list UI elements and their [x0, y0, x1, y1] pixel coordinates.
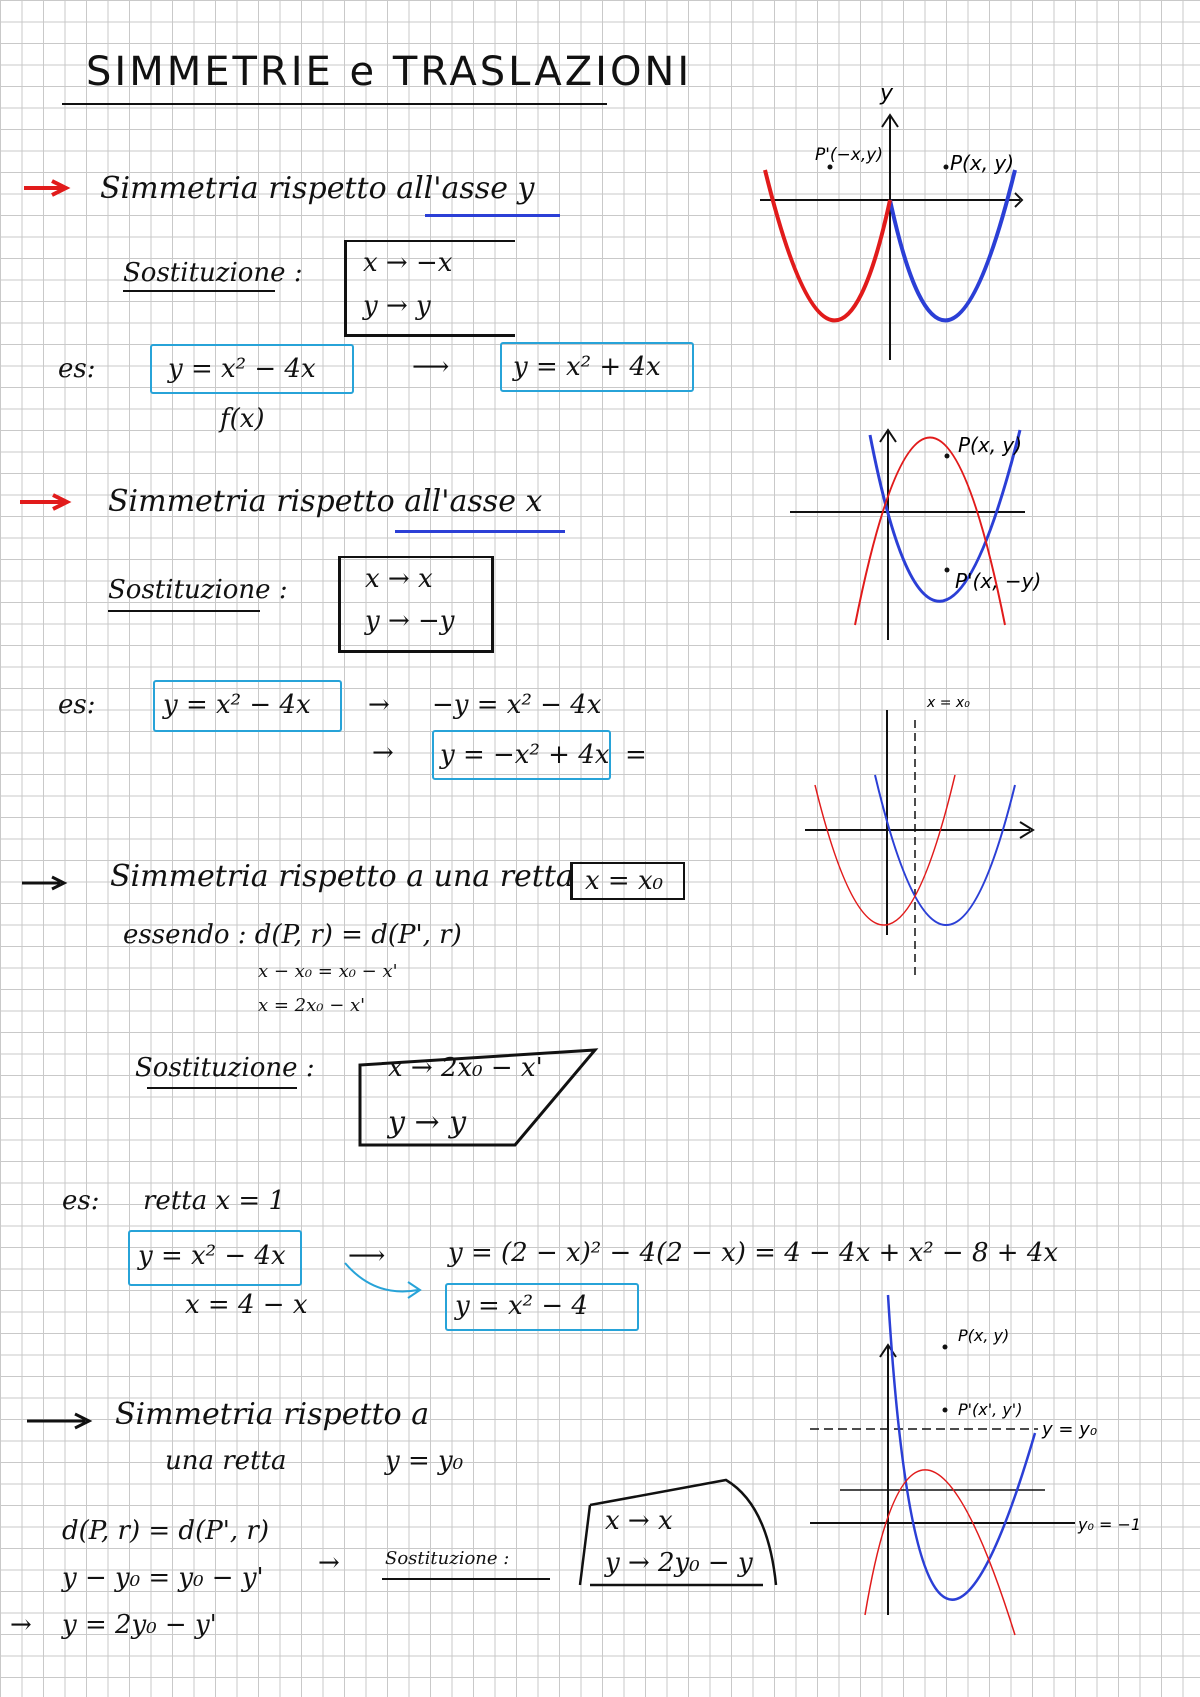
- section3-curved-arrow-icon: [340, 1258, 430, 1303]
- graph2-point-p1: P'(x, −y): [955, 569, 1042, 593]
- graph4-label-line: y₀ = −1: [1078, 1515, 1142, 1534]
- section3-eq1: y = x² − 4x: [138, 1241, 286, 1271]
- graph4-point-p: P(x, y): [958, 1326, 1010, 1345]
- section2-heading: Simmetria rispetto all'asse x: [108, 484, 543, 519]
- section3-sostituzione-underline: [147, 1087, 297, 1089]
- section2-rule1: x → x: [365, 564, 433, 594]
- graph3-image-curve: [815, 775, 955, 925]
- section1-es-label: es:: [58, 354, 96, 384]
- graph1-point-p1: P'(−x,y): [815, 145, 883, 165]
- section3-expansion: y = (2 − x)² − 4(2 − x) = 4 − 4x + x² − 8 + 4x: [448, 1238, 1059, 1268]
- graph1-image-curve: [765, 170, 890, 320]
- section2-eq3: y = −x² + 4x: [440, 740, 610, 770]
- graph4-label-y0: y = y₀: [1042, 1419, 1098, 1440]
- section3-rule2: y → y: [388, 1105, 467, 1140]
- graph1-axis-y-label: y: [880, 81, 894, 106]
- section4-step1: y − y₀ = y₀ − y': [62, 1563, 264, 1593]
- section3-es-label: es:: [62, 1186, 100, 1216]
- graph1-point-p: P(x, y): [950, 151, 1015, 175]
- section2-sostituzione-label: Sostituzione :: [108, 575, 288, 605]
- section1-heading-underline: [425, 214, 560, 217]
- section4-retta: y = y₀: [385, 1446, 464, 1476]
- section3-result: y = x² − 4: [455, 1291, 588, 1321]
- section3-sostituzione-label: Sostituzione :: [135, 1053, 315, 1083]
- graph1-original-curve: [890, 170, 1015, 320]
- section3-retta: x = x₀: [585, 866, 664, 896]
- graph2-point-p: P(x, y): [958, 433, 1023, 457]
- graph3-label-x0: x = x₀: [927, 695, 970, 711]
- section4-rule2: y → 2y₀ − y: [605, 1548, 753, 1578]
- section3-arrow: ⟶: [348, 1241, 386, 1271]
- section4-sostituzione-label: Sostituzione :: [385, 1548, 510, 1569]
- section4-heading-b: una retta: [165, 1446, 287, 1476]
- section1-rule1: x → −x: [363, 248, 453, 278]
- section1-rule2: y → y: [363, 291, 431, 321]
- graph-symmetry-horizontal-line: [810, 1285, 1155, 1625]
- section4-arrow: →: [318, 1548, 340, 1578]
- section3-sub: x = 4 − x: [185, 1290, 308, 1320]
- graph4-point-p1: P'(x', y'): [958, 1400, 1023, 1419]
- title-underline: [62, 103, 607, 105]
- section2-heading-underline: [395, 530, 565, 533]
- section3-step1: x − x₀ = x₀ − x': [258, 961, 398, 982]
- section4-rule1: x → x: [605, 1506, 673, 1536]
- section4-step-arrow: →: [10, 1610, 32, 1640]
- section2-arrow2: →: [372, 738, 394, 768]
- section3-es-retta: retta x = 1: [143, 1186, 285, 1216]
- section4-heading-a: Simmetria rispetto a: [115, 1397, 430, 1432]
- section2-rule2: y → −y: [365, 606, 455, 636]
- page-title: SIMMETRIE e TRASLAZIONI: [86, 49, 693, 95]
- section2-eq1: y = x² − 4x: [163, 690, 311, 720]
- section2-eq-sign: =: [625, 740, 647, 770]
- graph-symmetry-y-axis: [760, 75, 1050, 365]
- section2-sostituzione-underline: [108, 610, 260, 612]
- section1-eq1: y = x² − 4x: [168, 354, 316, 384]
- section1-fx: f(x): [220, 404, 265, 434]
- graph3-original-curve: [875, 775, 1015, 925]
- arrow-icon: [20, 875, 70, 891]
- red-arrow-icon: [22, 178, 72, 198]
- section4-d-line: d(P, r) = d(P', r): [62, 1516, 269, 1546]
- section3-heading: Simmetria rispetto a una retta: [110, 859, 574, 894]
- section2-arrow1: →: [368, 690, 390, 720]
- section1-sostituzione-label: Sostituzione :: [123, 258, 303, 288]
- red-arrow-icon: [18, 492, 73, 512]
- section1-heading: Simmetria rispetto all'asse y: [100, 171, 535, 206]
- section1-eq2: y = x² + 4x: [513, 352, 661, 382]
- section1-arrow: ⟶: [412, 352, 450, 382]
- section3-essendo: essendo : d(P, r) = d(P', r): [123, 920, 462, 950]
- section4-sostituzione-underline: [382, 1578, 550, 1580]
- graph-symmetry-x-axis: [790, 390, 1070, 645]
- section3-step2: x = 2x₀ − x': [258, 995, 366, 1016]
- section2-eq2: −y = x² − 4x: [432, 690, 602, 720]
- section2-es-label: es:: [58, 690, 96, 720]
- section4-step2: y = 2y₀ − y': [62, 1610, 217, 1640]
- section1-sostituzione-underline: [123, 290, 275, 292]
- arrow-icon: [25, 1412, 95, 1430]
- graph-symmetry-vertical-line: [805, 690, 1045, 985]
- section3-rule1: x → 2x₀ − x': [388, 1053, 543, 1083]
